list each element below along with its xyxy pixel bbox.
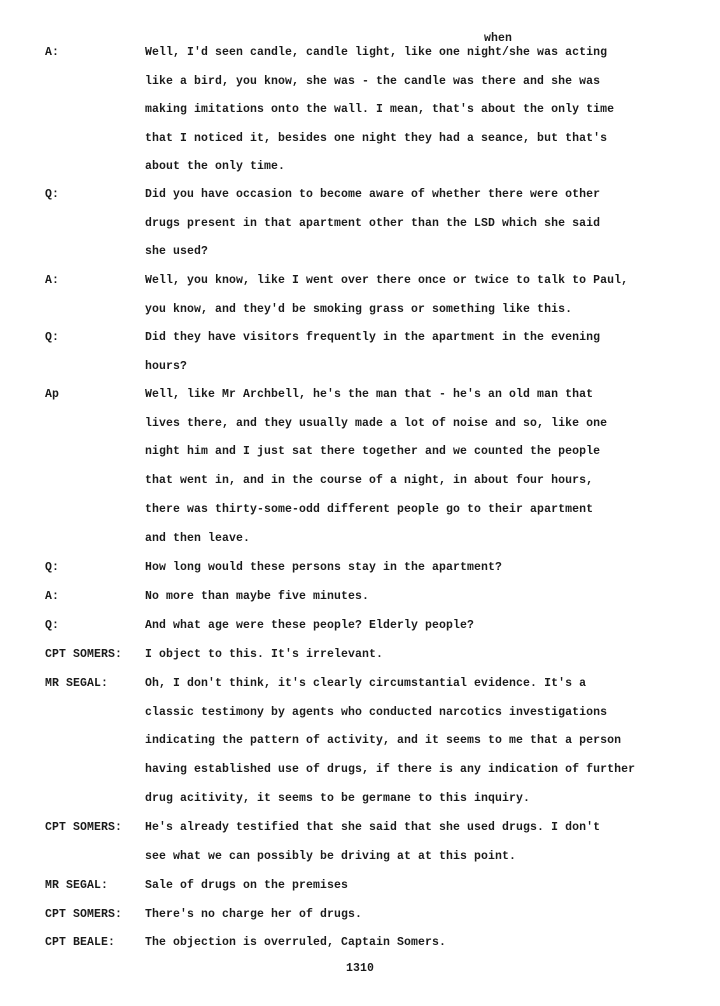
testimony-line: making imitations onto the wall. I mean, that's about the only time — [145, 103, 615, 116]
testimony-line: that went in, and in the course of a night, in about four hours, — [145, 474, 594, 488]
speaker-label: Ap — [45, 388, 60, 401]
page-number: 1310 — [345, 962, 374, 975]
testimony-line: Well, you know, like I went over there once or twice to talk to Paul, — [145, 274, 629, 287]
testimony-line: see what we can possibly be driving at at this point. — [145, 849, 517, 863]
speaker-label: CPT BEALE: — [45, 936, 116, 949]
speaker-label: CPT SOMERS: — [45, 908, 123, 921]
speaker-label: Q: — [45, 561, 60, 574]
speaker-label: CPT SOMERS: — [45, 821, 123, 834]
testimony-line: classic testimony by agents who conducted narcotics investigations — [145, 705, 608, 719]
testimony-line: drugs present in that apartment other than the LSD which she said — [145, 216, 601, 230]
testimony-line: Did you have occasion to become aware of whether there were other — [145, 188, 601, 201]
speaker-label: CPT SOMERS: — [45, 648, 123, 661]
testimony-line: Did they have visitors frequently in the apartment in the evening — [145, 331, 601, 344]
testimony-line: Well, like Mr Archbell, he's the man that - he's an old man that — [145, 388, 594, 401]
testimony-line: indicating the pattern of activity, and it seems to me that a person — [145, 734, 622, 748]
testimony-line: How long would these persons stay in the apartment? — [145, 561, 503, 574]
testimony-line: The objection is overruled, Captain Somers. — [145, 936, 447, 949]
testimony-line: lives there, and they usually made a lot of noise and so, like one — [145, 416, 608, 430]
testimony-line: drug acitivity, it seems to be germane to this inquiry. — [145, 791, 531, 805]
testimony-line: that I noticed it, besides one night they had a seance, but that's — [145, 131, 608, 145]
speaker-label: Q: — [45, 331, 60, 344]
testimony-line: hours? — [145, 359, 188, 373]
testimony-line: Oh, I don't think, it's clearly circumstantial evidence. It's a — [145, 677, 587, 690]
speaker-label: Q: — [45, 619, 60, 632]
testimony-line: having established use of drugs, if there is any indication of further — [145, 763, 636, 777]
speaker-label: A: — [45, 590, 60, 603]
testimony-line: you know, and they'd be smoking grass or something like this. — [145, 302, 573, 316]
speaker-label: A: — [45, 274, 60, 287]
testimony-line: No more than maybe five minutes. — [145, 590, 370, 603]
testimony-line: and then leave. — [145, 531, 251, 545]
testimony-line: there was thirty-some-odd different people go to their apartment — [145, 502, 594, 516]
testimony-line: Well, I'd seen candle, candle light, like one night/she was acting — [145, 46, 608, 59]
speaker-label: Q: — [45, 188, 60, 201]
testimony-line: He's already testified that she said that she used drugs. I don't — [145, 821, 601, 834]
testimony-line: like a bird, you know, she was - the candle was there and she was — [145, 74, 601, 88]
speaker-label: A: — [45, 46, 60, 59]
testimony-line: she used? — [145, 245, 209, 258]
inserted-word: when — [484, 32, 513, 45]
testimony-line: There's no charge her of drugs. — [145, 908, 363, 921]
testimony-line: And what age were these people? Elderly people? — [145, 619, 475, 632]
speaker-label: MR SEGAL: — [45, 677, 109, 690]
testimony-line: night him and I just sat there together and we counted the people — [145, 445, 601, 459]
speaker-label: MR SEGAL: — [45, 879, 109, 892]
testimony-line: Sale of drugs on the premises — [145, 879, 349, 892]
testimony-line: about the only time. — [145, 160, 286, 173]
testimony-line: I object to this. It's irrelevant. — [145, 648, 384, 661]
